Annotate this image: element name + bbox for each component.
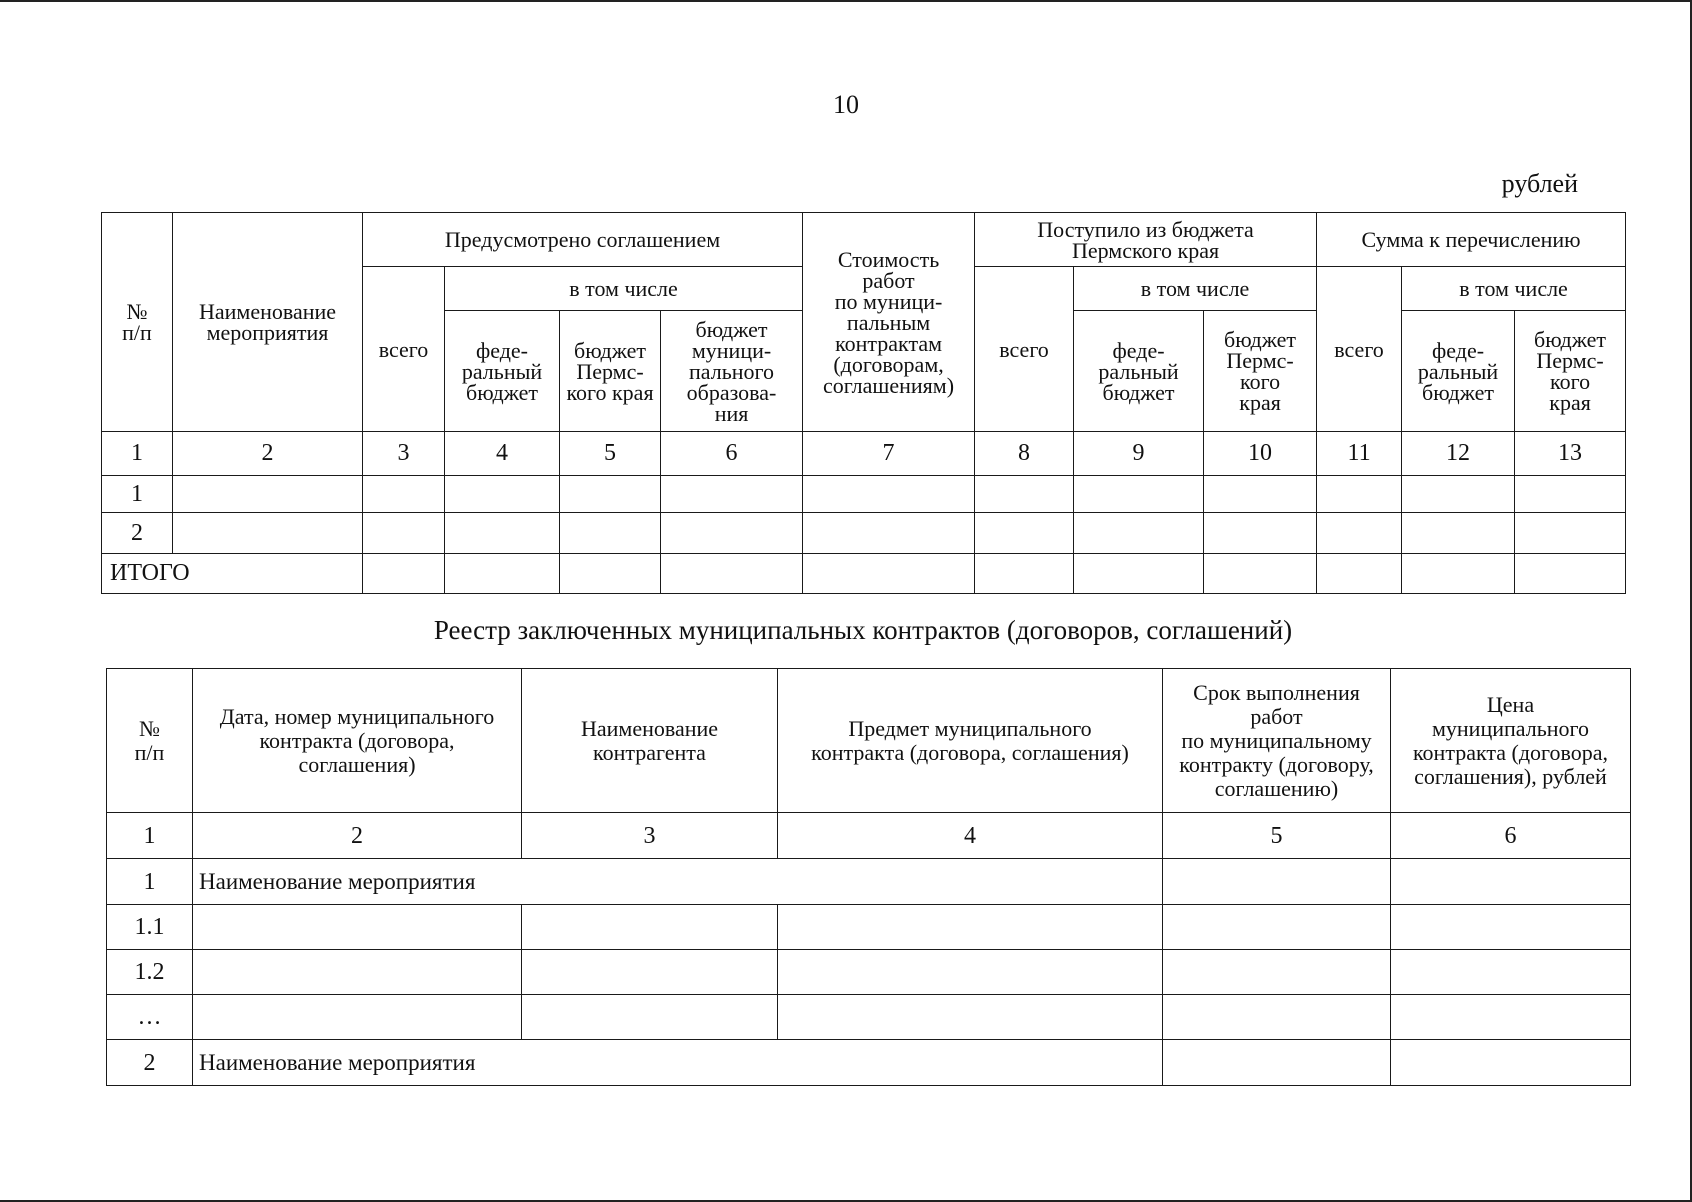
table-cell[interactable] (975, 476, 1074, 513)
table-cell[interactable] (975, 513, 1074, 554)
table-cell[interactable] (1317, 554, 1402, 594)
column-number: 6 (1391, 813, 1631, 859)
table-cell[interactable] (1391, 859, 1631, 905)
table-cell[interactable] (193, 905, 522, 950)
funding-table (101, 212, 1626, 594)
registry-header-subject: Предмет муниципального контракта (договора, соглашения) (778, 669, 1163, 813)
table-cell[interactable] (1391, 1040, 1631, 1086)
table-cell[interactable] (560, 476, 661, 513)
table-cell[interactable] (1074, 513, 1204, 554)
table-cell[interactable] (445, 513, 560, 554)
table-cell[interactable] (1402, 476, 1515, 513)
col-header-cost: Стоимость работ по муници- пальным контрактам (договорам, соглашениям) (803, 213, 975, 432)
table-row (107, 905, 1631, 950)
table-cell[interactable] (803, 513, 975, 554)
table-cell[interactable] (445, 554, 560, 594)
table-cell[interactable] (560, 554, 661, 594)
group-header-agreement: Предусмотрено соглашением (363, 213, 803, 267)
row-number: 1.1 (107, 905, 193, 950)
registry-title: Реестр заключенных муниципальных контрактов (договоров, соглашений) (433, 615, 1293, 645)
subgroup-including: в том числе (445, 267, 803, 311)
col-header-no: № п/п (102, 213, 173, 432)
col-header-municipal-budget: бюджет муници- пального образова- ния (661, 311, 803, 432)
col-header-name: Наименование мероприятия (173, 213, 363, 432)
group-header-transfer: Сумма к перечислению (1317, 213, 1626, 267)
table-cell[interactable] (1515, 476, 1626, 513)
column-number: 10 (1204, 432, 1317, 476)
table-cell[interactable] (1317, 513, 1402, 554)
table-cell[interactable] (1074, 554, 1204, 594)
column-number: 6 (661, 432, 803, 476)
total-label: ИТОГО (102, 554, 363, 594)
row-number: 1.2 (107, 950, 193, 995)
col-header-total: всего (363, 267, 445, 432)
column-number: 13 (1515, 432, 1626, 476)
column-number-row (107, 813, 1631, 859)
table-cell[interactable] (1163, 950, 1391, 995)
table-cell[interactable] (560, 513, 661, 554)
col-header-perm-budget: бюджет Пермс- кого края (1204, 311, 1317, 432)
table-cell[interactable] (661, 476, 803, 513)
column-number: 12 (1402, 432, 1515, 476)
table-cell[interactable] (193, 950, 522, 995)
row-number: 1 (102, 476, 173, 513)
column-number: 4 (445, 432, 560, 476)
col-header-total: всего (975, 267, 1074, 432)
table-cell[interactable] (1163, 1040, 1391, 1086)
table-cell[interactable] (522, 905, 778, 950)
row-number: 2 (107, 1040, 193, 1086)
table-cell[interactable] (1515, 513, 1626, 554)
column-number: 2 (173, 432, 363, 476)
table-cell[interactable] (1163, 995, 1391, 1040)
table-cell[interactable] (173, 513, 363, 554)
table-cell[interactable] (803, 476, 975, 513)
subgroup-including: в том числе (1402, 267, 1626, 311)
table-cell[interactable] (1391, 995, 1631, 1040)
col-header-federal: феде- ральный бюджет (1074, 311, 1204, 432)
column-number: 4 (778, 813, 1163, 859)
col-header-perm-budget: бюджет Пермс- кого края (1515, 311, 1626, 432)
table-cell[interactable] (193, 995, 522, 1040)
column-number: 3 (522, 813, 778, 859)
table-cell[interactable] (975, 554, 1074, 594)
table-cell[interactable] (522, 950, 778, 995)
table-cell[interactable] (363, 554, 445, 594)
table-cell[interactable] (1317, 476, 1402, 513)
table-cell[interactable] (363, 476, 445, 513)
column-number: 7 (803, 432, 975, 476)
col-header-federal: феде- ральный бюджет (1402, 311, 1515, 432)
column-number: 5 (1163, 813, 1391, 859)
table-cell[interactable] (1074, 476, 1204, 513)
column-number: 3 (363, 432, 445, 476)
table-cell[interactable] (1204, 554, 1317, 594)
table-cell[interactable] (778, 950, 1163, 995)
table-cell[interactable] (803, 554, 975, 594)
table-cell[interactable] (1391, 950, 1631, 995)
column-number: 1 (102, 432, 173, 476)
table-cell[interactable] (1515, 554, 1626, 594)
column-number: 9 (1074, 432, 1204, 476)
column-number: 2 (193, 813, 522, 859)
table-cell[interactable] (661, 554, 803, 594)
column-number: 1 (107, 813, 193, 859)
registry-header-price: Цена муниципального контракта (договора, соглашения), рублей (1391, 669, 1631, 813)
table-row (102, 476, 1626, 513)
table-row (102, 513, 1626, 554)
column-number: 11 (1317, 432, 1402, 476)
column-number: 5 (560, 432, 661, 476)
registry-header-no: № п/п (107, 669, 193, 813)
table-row (107, 950, 1631, 995)
subgroup-including: в том числе (1074, 267, 1317, 311)
table-cell[interactable] (1204, 513, 1317, 554)
table-cell[interactable] (363, 513, 445, 554)
table-cell[interactable] (778, 995, 1163, 1040)
table-cell[interactable] (522, 995, 778, 1040)
table-cell[interactable] (1402, 513, 1515, 554)
registry-header-deadline: Срок выполнения работ по муниципальному контракту (договору, соглашению) (1163, 669, 1391, 813)
registry-header-counterparty: Наименование контрагента (522, 669, 778, 813)
table-cell[interactable] (1402, 554, 1515, 594)
col-header-federal: феде- ральный бюджет (445, 311, 560, 432)
col-header-total: всего (1317, 267, 1402, 432)
event-row (107, 1040, 1631, 1086)
row-number: 1 (107, 859, 193, 905)
registry-table (106, 668, 1631, 1086)
group-header-received: Поступило из бюджета Пермского края (975, 213, 1317, 267)
total-row (102, 554, 1626, 594)
col-header-perm-budget: бюджет Пермс- кого края (560, 311, 661, 432)
row-number: 2 (102, 513, 173, 554)
event-name: Наименование мероприятия (193, 1040, 1163, 1086)
table-cell[interactable] (1163, 859, 1391, 905)
event-row (107, 859, 1631, 905)
registry-header-contract: Дата, номер муниципального контракта (договора, соглашения) (193, 669, 522, 813)
units-label: рублей (1501, 169, 1578, 198)
column-number: 8 (975, 432, 1074, 476)
column-number-row (102, 432, 1626, 476)
event-name: Наименование мероприятия (193, 859, 1163, 905)
table-cell[interactable] (661, 513, 803, 554)
table-cell[interactable] (1204, 476, 1317, 513)
table-row (107, 995, 1631, 1040)
table-cell[interactable] (778, 905, 1163, 950)
row-number: … (107, 995, 193, 1040)
table-cell[interactable] (1391, 905, 1631, 950)
page-number: 10 (833, 90, 859, 119)
table-cell[interactable] (445, 476, 560, 513)
table-cell[interactable] (173, 476, 363, 513)
table-cell[interactable] (1163, 905, 1391, 950)
